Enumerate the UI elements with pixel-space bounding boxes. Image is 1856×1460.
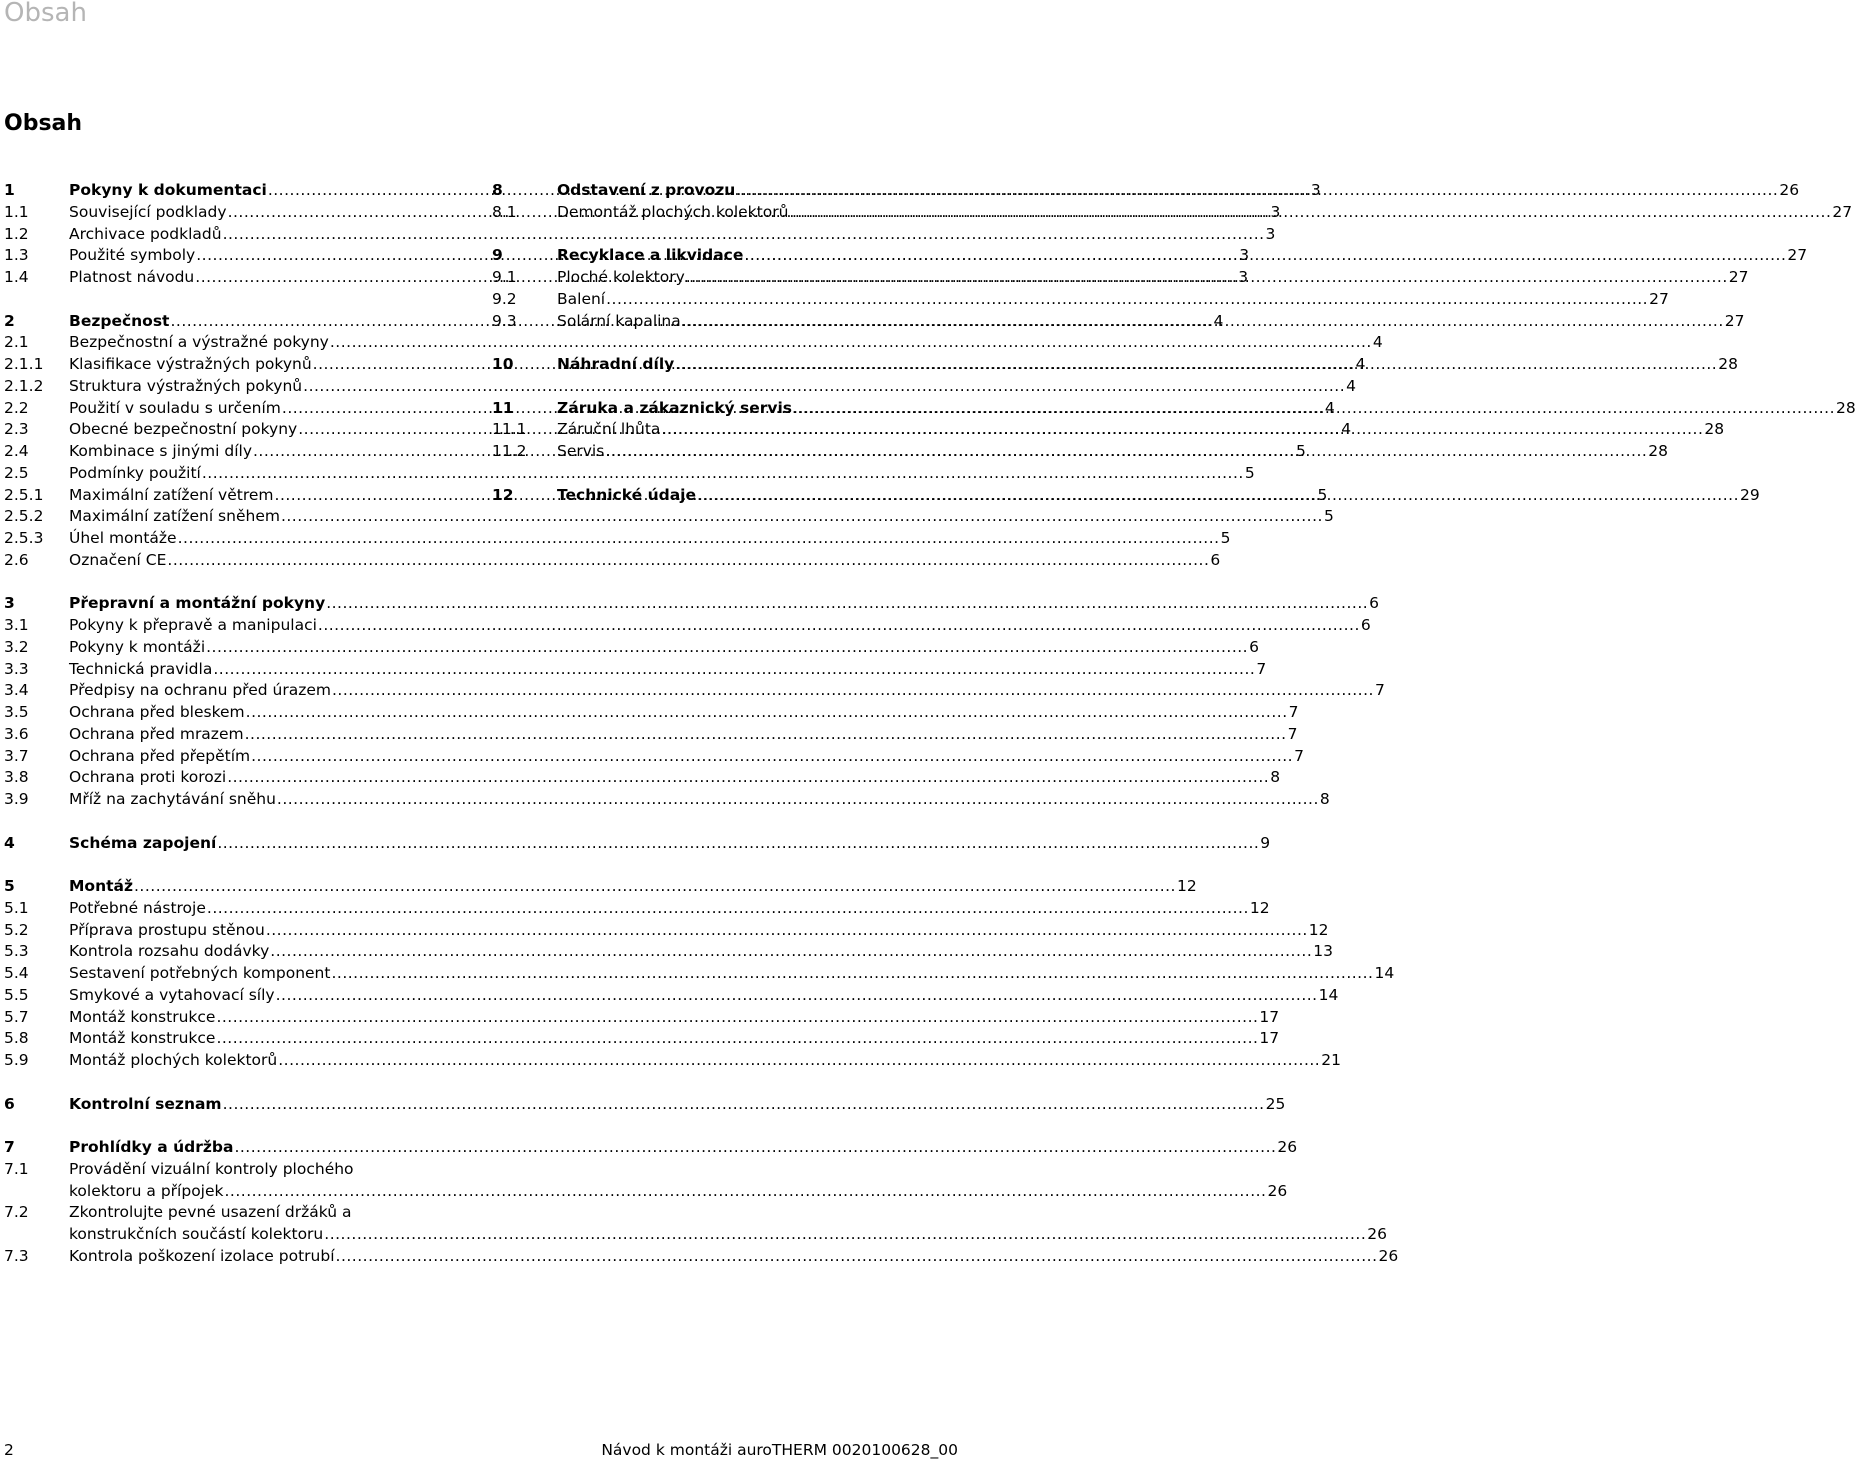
toc-entry-number: 7 bbox=[4, 1138, 15, 1156]
toc-entry-page: 5 bbox=[1317, 485, 1328, 504]
toc-entry-number: 2.5.2 bbox=[4, 507, 44, 526]
toc-entry-title: Ochrana před přepětím bbox=[69, 746, 251, 765]
toc-entry-number: 1 bbox=[4, 181, 15, 199]
toc-dot-leader bbox=[246, 702, 1288, 724]
toc-entry-number: 11 bbox=[492, 398, 514, 417]
toc-entry-page: 27 bbox=[1787, 246, 1808, 265]
page-title: Obsah bbox=[4, 111, 83, 136]
toc-entry-page: 5 bbox=[1244, 463, 1255, 482]
toc-entry-title: Recyklace a likvidace bbox=[557, 246, 744, 265]
toc-entry-page: 3 bbox=[1239, 246, 1250, 265]
toc-entry-page: 27 bbox=[1649, 289, 1669, 308]
toc-entry[interactable] bbox=[4, 332, 1383, 354]
toc-entry-number: 5.4 bbox=[4, 964, 29, 982]
toc-entry-number: 1.4 bbox=[4, 268, 29, 286]
toc-entry-title: Demontáž plochých kolektorů bbox=[557, 202, 789, 221]
toc-entry-page: 6 bbox=[1210, 550, 1221, 569]
toc-entry-number: 3.1 bbox=[4, 616, 29, 634]
toc-entry-title: Servis bbox=[557, 442, 605, 460]
toc-entry-page: 17 bbox=[1259, 1029, 1280, 1048]
toc-entry-number: 3.4 bbox=[4, 681, 29, 700]
toc-dot-leader bbox=[697, 485, 1739, 507]
toc-entry-page: 6 bbox=[1360, 616, 1371, 634]
toc-entry[interactable] bbox=[492, 245, 1808, 267]
toc-entry-title: Schéma zapojení bbox=[69, 833, 217, 852]
toc-entry-page: 4 bbox=[1213, 311, 1224, 330]
toc-dot-leader bbox=[606, 289, 1648, 311]
toc-entry-number: 6 bbox=[4, 1094, 15, 1113]
toc-entry-page: 7 bbox=[1288, 703, 1299, 721]
toc-entry-number: 9.3 bbox=[492, 311, 517, 330]
toc-entry-number: 12 bbox=[492, 485, 514, 504]
toc-entry[interactable] bbox=[492, 441, 1669, 463]
toc-entry-page: 28 bbox=[1836, 398, 1856, 417]
toc-dot-leader bbox=[216, 1028, 1258, 1050]
toc-entry-title: Odstavení z provozu bbox=[557, 181, 736, 199]
toc-entry-page: 28 bbox=[1704, 420, 1725, 439]
toc-entry-number: 5.5 bbox=[4, 985, 29, 1004]
toc-entry-title: Struktura výstražných pokynů bbox=[69, 376, 303, 395]
toc-entry[interactable] bbox=[492, 289, 1669, 311]
toc-entry[interactable] bbox=[4, 593, 1380, 615]
toc-entry-number: 5.1 bbox=[4, 898, 29, 917]
toc-entry-page: 12 bbox=[1176, 877, 1197, 895]
toc-entry-title: Ochrana proti korozi bbox=[69, 768, 227, 787]
toc-entry[interactable] bbox=[4, 659, 1267, 681]
toc-entry-title: Mříž na zachytávání sněhu bbox=[69, 790, 276, 808]
toc-dot-leader bbox=[213, 659, 1255, 681]
toc-entry[interactable] bbox=[4, 1094, 1286, 1116]
toc-dot-leader bbox=[227, 767, 1269, 789]
toc-entry-page: 6 bbox=[1249, 637, 1259, 656]
toc-entry-number: 5.7 bbox=[4, 1007, 29, 1026]
toc-entry-title: Záruční lhůta bbox=[557, 420, 661, 439]
toc-entry-title: Klasifikace výstražných pokynů bbox=[69, 355, 312, 373]
toc-entry-title: Obecné bezpečnostní pokyny bbox=[69, 420, 298, 439]
toc-entry[interactable] bbox=[4, 833, 1271, 855]
toc-entry-page: 14 bbox=[1374, 964, 1395, 982]
toc-entry-page: 13 bbox=[1313, 942, 1333, 961]
toc-entry-page: 9 bbox=[1260, 833, 1271, 852]
toc-entry-title: Sestavení potřebných komponent bbox=[69, 964, 331, 982]
toc-entry-number: 2.5 bbox=[4, 463, 29, 482]
toc-dot-leader bbox=[270, 941, 1312, 963]
toc-entry-page: 6 bbox=[1369, 594, 1380, 613]
toc-entry-page: 27 bbox=[1832, 202, 1853, 221]
footer-document-title: Návod k montáži auroTHERM 0020100628_00 bbox=[601, 1441, 958, 1459]
toc-entry-number: 3.8 bbox=[4, 768, 29, 787]
toc-entry-number: 5.9 bbox=[4, 1051, 29, 1069]
toc-entry-title: Použité symboly bbox=[69, 246, 196, 265]
toc-entry[interactable] bbox=[4, 1181, 1288, 1203]
toc-entry-title: Úhel montáže bbox=[69, 529, 177, 547]
toc-entry-page: 26 bbox=[1267, 1181, 1288, 1200]
toc-entry[interactable] bbox=[4, 1050, 1341, 1072]
toc-entry[interactable] bbox=[4, 746, 1304, 768]
toc-entry-title: Provádění vizuální kontroly plochého bbox=[69, 1159, 354, 1178]
toc-entry-title: Zkontrolujte pevné usazení držáků a bbox=[69, 1203, 352, 1222]
toc-entry-title: Potřebné nástroje bbox=[69, 898, 206, 917]
footer-page-number: 2 bbox=[4, 1441, 14, 1459]
toc-entry-title: Balení bbox=[557, 289, 606, 308]
toc-dot-leader bbox=[225, 1181, 1267, 1203]
toc-entry-page: 7 bbox=[1287, 724, 1298, 743]
toc-entry[interactable] bbox=[492, 311, 1745, 333]
toc-dot-leader bbox=[178, 528, 1220, 550]
toc-entry[interactable] bbox=[4, 1202, 471, 1224]
toc-entry-title: Maximální zatížení větrem bbox=[69, 485, 274, 504]
toc-entry-title: Montáž konstrukce bbox=[69, 1007, 216, 1026]
toc-dot-leader bbox=[223, 1094, 1265, 1116]
toc-entry-page: 5 bbox=[1220, 529, 1231, 547]
toc-entry[interactable] bbox=[4, 876, 1197, 898]
toc-dot-leader bbox=[793, 398, 1835, 420]
toc-dot-leader bbox=[789, 202, 1831, 224]
toc-entry-page: 12 bbox=[1249, 898, 1270, 917]
toc-entry-title: Kontrola rozsahu dodávky bbox=[69, 942, 270, 961]
toc-dot-leader bbox=[277, 789, 1319, 811]
toc-entry-title: Pokyny k dokumentaci bbox=[69, 181, 267, 199]
toc-entry-page: 7 bbox=[1294, 746, 1304, 765]
toc-entry-number: 7.3 bbox=[4, 1246, 29, 1265]
toc-dot-leader bbox=[686, 267, 1728, 289]
toc-entry-number: 8.1 bbox=[492, 202, 517, 221]
toc-entry-title: Ochrana před mrazem bbox=[69, 724, 244, 743]
toc-entry[interactable] bbox=[4, 528, 1231, 550]
toc-entry-title: Předpisy na ochranu před úrazem bbox=[69, 681, 331, 700]
toc-entry-number: 5 bbox=[4, 877, 15, 895]
toc-entry-page: 7 bbox=[1374, 681, 1385, 700]
toc-entry-number: 3.5 bbox=[4, 703, 29, 721]
toc-entry-number: 2.2 bbox=[4, 398, 29, 417]
toc-entry-page: 26 bbox=[1779, 181, 1800, 199]
toc-entry[interactable] bbox=[492, 354, 1738, 376]
toc-dot-leader bbox=[276, 985, 1318, 1007]
toc-entry-title: Použití v souladu s určením bbox=[69, 398, 281, 417]
toc-entry-page: 28 bbox=[1718, 355, 1738, 373]
toc-entry[interactable] bbox=[4, 550, 1221, 572]
toc-entry-page: 25 bbox=[1265, 1094, 1286, 1113]
toc-entry-page: 26 bbox=[1378, 1246, 1399, 1265]
toc-dot-leader bbox=[216, 1007, 1258, 1029]
toc-entry-title: Montáž konstrukce bbox=[69, 1029, 216, 1048]
toc-entry[interactable] bbox=[4, 1137, 1298, 1159]
toc-entry-number: 11.1 bbox=[492, 420, 527, 439]
toc-entry-title: Související podklady bbox=[69, 202, 227, 221]
toc-entry-page: 4 bbox=[1355, 355, 1366, 373]
toc-entry-title: Označení CE bbox=[69, 550, 167, 569]
toc-entry-page: 17 bbox=[1259, 1007, 1280, 1026]
toc-entry[interactable] bbox=[492, 398, 1856, 420]
toc-entry-number: 3.6 bbox=[4, 724, 29, 743]
toc-entry-page: 26 bbox=[1367, 1225, 1387, 1243]
toc-entry[interactable] bbox=[4, 702, 1299, 724]
toc-entry-page: 14 bbox=[1318, 985, 1339, 1004]
toc-entry-title: Ploché kolektory bbox=[557, 268, 685, 286]
toc-entry-title: Archivace podkladů bbox=[69, 224, 222, 243]
toc-entry-title: kolektoru a přípojek bbox=[69, 1181, 224, 1200]
toc-entry-page: 3 bbox=[1265, 224, 1276, 243]
toc-entry-number: 11.2 bbox=[492, 442, 527, 460]
toc-entry[interactable] bbox=[4, 920, 1329, 942]
toc-entry-title: Prohlídky a údržba bbox=[69, 1138, 234, 1156]
toc-entry-number: 3.2 bbox=[4, 637, 29, 656]
toc-entry-number: 1.3 bbox=[4, 246, 29, 265]
toc-entry-page: 7 bbox=[1256, 659, 1267, 678]
toc-dot-leader bbox=[336, 1246, 1378, 1268]
toc-entry-number: 2.1 bbox=[4, 333, 29, 352]
toc-entry[interactable] bbox=[4, 767, 1281, 789]
toc-entry-title: Přepravní a montážní pokyny bbox=[69, 594, 326, 613]
toc-dot-leader bbox=[281, 506, 1323, 528]
toc-entry-title: Montáž bbox=[69, 877, 133, 895]
toc-entry[interactable] bbox=[492, 485, 1760, 507]
toc-entry[interactable] bbox=[492, 419, 1725, 441]
toc-dot-leader bbox=[605, 441, 1647, 463]
toc-entry-page: 28 bbox=[1648, 442, 1669, 460]
toc-entry-title: konstrukčních součástí kolektoru bbox=[69, 1225, 324, 1243]
toc-entry-title: Technické údaje bbox=[557, 485, 697, 504]
toc-dot-leader bbox=[331, 963, 1373, 985]
toc-entry[interactable] bbox=[4, 898, 1270, 920]
toc-dot-leader bbox=[245, 724, 1287, 746]
toc-entry[interactable] bbox=[4, 463, 1255, 485]
toc-entry[interactable] bbox=[4, 376, 1356, 398]
toc-dot-leader bbox=[234, 1137, 1276, 1159]
toc-entry[interactable] bbox=[4, 941, 1333, 963]
toc-entry[interactable] bbox=[4, 724, 1298, 746]
toc-entry[interactable] bbox=[4, 680, 1385, 702]
toc-entry[interactable] bbox=[4, 1007, 1280, 1029]
toc-entry[interactable] bbox=[4, 963, 1395, 985]
toc-entry-page: 29 bbox=[1740, 485, 1760, 504]
toc-entry-number: 2.1.1 bbox=[4, 355, 44, 373]
toc-column-right bbox=[492, 180, 1856, 506]
toc-entry[interactable] bbox=[4, 1159, 471, 1181]
toc-dot-leader bbox=[217, 833, 1259, 855]
toc-entry-page: 4 bbox=[1372, 333, 1383, 352]
toc-entry-title: Záruka a zákaznický servis bbox=[557, 398, 793, 417]
toc-entry[interactable] bbox=[492, 202, 1853, 224]
toc-entry-number: 5.3 bbox=[4, 942, 29, 961]
toc-entry-page: 5 bbox=[1323, 507, 1334, 526]
toc-dot-leader bbox=[266, 920, 1308, 942]
toc-entry-number: 2.4 bbox=[4, 442, 29, 460]
toc-entry-number: 1.1 bbox=[4, 202, 29, 221]
toc-entry-number: 9 bbox=[492, 246, 503, 265]
toc-dot-leader bbox=[206, 637, 1248, 659]
toc-dot-leader bbox=[278, 1050, 1320, 1072]
toc-entry-page: 5 bbox=[1295, 442, 1306, 460]
toc-entry-page: 3 bbox=[1310, 181, 1321, 199]
toc-entry-number: 3.9 bbox=[4, 790, 29, 808]
toc-entry-title: Bezpečnost bbox=[69, 311, 170, 330]
toc-entry-number: 3.7 bbox=[4, 746, 29, 765]
toc-entry[interactable] bbox=[4, 637, 1259, 659]
toc-entry-number: 2.6 bbox=[4, 550, 29, 569]
toc-dot-leader bbox=[736, 180, 1778, 202]
toc-entry-title: Solární kapalina bbox=[557, 311, 681, 330]
toc-entry-page: 21 bbox=[1321, 1051, 1341, 1069]
toc-entry-page: 26 bbox=[1277, 1138, 1298, 1156]
toc-dot-leader bbox=[661, 419, 1703, 441]
toc-entry-title: Montáž plochých kolektorů bbox=[69, 1051, 278, 1069]
toc-dot-leader bbox=[326, 593, 1368, 615]
toc-entry-title: Maximální zatížení sněhem bbox=[69, 507, 280, 526]
toc-entry-number: 10 bbox=[492, 355, 514, 373]
toc-dot-leader bbox=[675, 354, 1717, 376]
toc-dot-leader bbox=[332, 680, 1374, 702]
toc-dot-leader bbox=[207, 898, 1249, 920]
toc-entry-number: 9.1 bbox=[492, 268, 517, 286]
toc-dot-leader bbox=[134, 876, 1176, 898]
toc-entry[interactable] bbox=[4, 615, 1371, 637]
toc-entry-title: Podmínky použití bbox=[69, 463, 201, 482]
toc-entry-page: 8 bbox=[1270, 768, 1281, 787]
toc-entry-number: 3.3 bbox=[4, 659, 29, 678]
toc-entry[interactable] bbox=[4, 789, 1330, 811]
toc-entry-title: Kontrola poškození izolace potrubí bbox=[69, 1246, 335, 1265]
toc-entry-page: 27 bbox=[1728, 268, 1749, 286]
toc-entry-number: 1.2 bbox=[4, 224, 29, 243]
toc-entry-title: Pokyny k přepravě a manipulaci bbox=[69, 616, 317, 634]
toc-entry-number: 9.2 bbox=[492, 289, 517, 308]
toc-entry[interactable] bbox=[4, 224, 1276, 246]
toc-dot-leader bbox=[324, 1224, 1366, 1246]
toc-entry[interactable] bbox=[4, 506, 1334, 528]
toc-entry-title: Pokyny k montáži bbox=[69, 637, 206, 656]
toc-entry-title: Ochrana před bleskem bbox=[69, 703, 245, 721]
running-header-title: Obsah bbox=[4, 0, 87, 28]
toc-entry-title: Smykové a vytahovací síly bbox=[69, 985, 275, 1004]
toc-entry[interactable] bbox=[492, 267, 1749, 289]
toc-entry-title: Příprava prostupu stěnou bbox=[69, 920, 265, 939]
toc-entry-number: 2.1.2 bbox=[4, 376, 44, 395]
toc-entry-title: Technická pravidla bbox=[69, 659, 213, 678]
toc-dot-leader bbox=[744, 245, 1786, 267]
toc-entry-title: Náhradní díly bbox=[557, 355, 675, 373]
toc-dot-leader bbox=[167, 550, 1209, 572]
toc-entry[interactable] bbox=[4, 1224, 1387, 1246]
toc-entry-title: Platnost návodu bbox=[69, 268, 195, 286]
toc-entry-number: 2.5.1 bbox=[4, 485, 44, 504]
toc-entry-number: 5.2 bbox=[4, 920, 29, 939]
toc-entry-number: 8 bbox=[492, 181, 503, 199]
toc-entry-page: 12 bbox=[1308, 920, 1329, 939]
toc-entry-number: 2 bbox=[4, 311, 15, 330]
toc-dot-leader bbox=[318, 615, 1360, 637]
toc-entry[interactable] bbox=[492, 180, 1800, 202]
toc-entry-number: 4 bbox=[4, 833, 15, 852]
toc-entry-page: 27 bbox=[1724, 311, 1745, 330]
toc-entry-number: 2.5.3 bbox=[4, 529, 44, 547]
toc-entry-page: 4 bbox=[1341, 420, 1352, 439]
toc-entry-page: 3 bbox=[1270, 202, 1281, 221]
toc-entry[interactable] bbox=[4, 1246, 1399, 1268]
toc-entry-title: Kombinace s jinými díly bbox=[69, 442, 252, 460]
toc-entry[interactable] bbox=[4, 985, 1339, 1007]
toc-entry-title: Bezpečnostní a výstražné pokyny bbox=[69, 333, 329, 352]
toc-entry[interactable] bbox=[4, 1028, 1280, 1050]
toc-entry-number: 3 bbox=[4, 594, 15, 613]
toc-entry-page: 8 bbox=[1319, 790, 1330, 808]
toc-entry-page: 3 bbox=[1238, 268, 1249, 286]
toc-entry-number: 5.8 bbox=[4, 1029, 29, 1048]
toc-dot-leader bbox=[251, 746, 1293, 768]
toc-dot-leader bbox=[682, 311, 1724, 333]
toc-entry-page: 4 bbox=[1346, 376, 1356, 395]
toc-entry-number: 7.1 bbox=[4, 1159, 29, 1178]
toc-entry-number: 2.3 bbox=[4, 420, 29, 439]
toc-entry-title: Kontrolní seznam bbox=[69, 1094, 222, 1113]
toc-entry-number: 7.2 bbox=[4, 1203, 29, 1222]
toc-entry-page: 4 bbox=[1324, 398, 1335, 417]
